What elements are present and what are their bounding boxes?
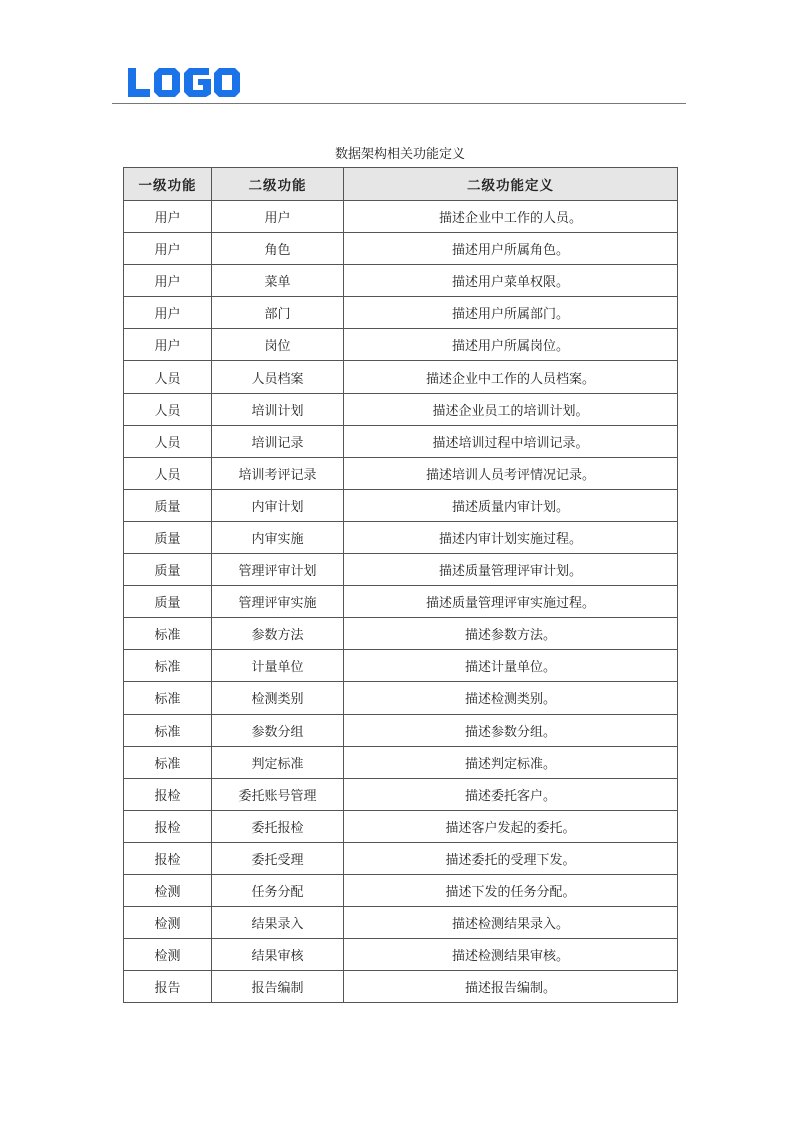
- cell-level2-function: 内审计划: [212, 489, 344, 521]
- table-header-row: [124, 168, 678, 201]
- table-row: [124, 233, 678, 265]
- table-row: [124, 393, 678, 425]
- cell-level1-function: 质量: [124, 521, 212, 553]
- cell-definition: 描述检测结果审核。: [344, 939, 678, 971]
- cell-level2-function: 管理评审计划: [212, 554, 344, 586]
- table-row: [124, 297, 678, 329]
- table-row: [124, 586, 678, 618]
- cell-level1-function: 质量: [124, 586, 212, 618]
- cell-level1-function: 标准: [124, 746, 212, 778]
- table-row: [124, 714, 678, 746]
- cell-definition: 描述用户所属角色。: [344, 233, 678, 265]
- cell-level2-function: 委托受理: [212, 842, 344, 874]
- cell-level2-function: 人员档案: [212, 361, 344, 393]
- table-row: [124, 361, 678, 393]
- cell-level1-function: 人员: [124, 361, 212, 393]
- cell-level1-function: 用户: [124, 233, 212, 265]
- cell-level2-function: 结果录入: [212, 907, 344, 939]
- table-row: [124, 939, 678, 971]
- cell-level1-function: 用户: [124, 329, 212, 361]
- table-row: [124, 778, 678, 810]
- header-level2-function: 二级功能: [212, 168, 344, 201]
- cell-definition: 描述下发的任务分配。: [344, 874, 678, 906]
- cell-level2-function: 计量单位: [212, 650, 344, 682]
- header-level2-definition: 二级功能定义: [344, 168, 678, 201]
- cell-level1-function: 标准: [124, 714, 212, 746]
- cell-level1-function: 标准: [124, 618, 212, 650]
- cell-level2-function: 任务分配: [212, 874, 344, 906]
- table-row: [124, 201, 678, 233]
- cell-level1-function: 检测: [124, 907, 212, 939]
- cell-definition: 描述质量内审计划。: [344, 489, 678, 521]
- cell-level2-function: 判定标准: [212, 746, 344, 778]
- cell-definition: 描述质量管理评审计划。: [344, 554, 678, 586]
- table-row: [124, 874, 678, 906]
- cell-definition: 描述参数方法。: [344, 618, 678, 650]
- cell-definition: 描述企业中工作的人员档案。: [344, 361, 678, 393]
- cell-level2-function: 内审实施: [212, 521, 344, 553]
- cell-level2-function: 参数方法: [212, 618, 344, 650]
- header-divider: [112, 103, 686, 104]
- cell-level2-function: 用户: [212, 201, 344, 233]
- table-row: [124, 907, 678, 939]
- cell-definition: 描述培训人员考评情况记录。: [344, 457, 678, 489]
- cell-level2-function: 结果审核: [212, 939, 344, 971]
- table-row: [124, 810, 678, 842]
- cell-definition: 描述委托客户。: [344, 778, 678, 810]
- cell-level2-function: 培训考评记录: [212, 457, 344, 489]
- cell-definition: 描述客户发起的委托。: [344, 810, 678, 842]
- cell-definition: 描述检测结果录入。: [344, 907, 678, 939]
- cell-level2-function: 培训记录: [212, 425, 344, 457]
- cell-level1-function: 人员: [124, 425, 212, 457]
- table-row: [124, 554, 678, 586]
- cell-level1-function: 报告: [124, 971, 212, 1003]
- cell-level1-function: 报检: [124, 810, 212, 842]
- cell-level1-function: 报检: [124, 842, 212, 874]
- cell-definition: 描述内审计划实施过程。: [344, 521, 678, 553]
- header-level1-function: 一级功能: [124, 168, 212, 201]
- cell-level2-function: 委托账号管理: [212, 778, 344, 810]
- cell-definition: 描述培训过程中培训记录。: [344, 425, 678, 457]
- cell-definition: 描述企业中工作的人员。: [344, 201, 678, 233]
- cell-level2-function: 检测类别: [212, 682, 344, 714]
- table-row: [124, 618, 678, 650]
- table-row: [124, 746, 678, 778]
- table-row: [124, 521, 678, 553]
- table-row: [124, 682, 678, 714]
- cell-level2-function: 部门: [212, 297, 344, 329]
- cell-level1-function: 用户: [124, 201, 212, 233]
- cell-level2-function: 岗位: [212, 329, 344, 361]
- table-caption: 数据架构相关功能定义: [334, 147, 465, 162]
- cell-definition: 描述质量管理评审实施过程。: [344, 586, 678, 618]
- cell-level1-function: 质量: [124, 489, 212, 521]
- cell-definition: 描述判定标准。: [344, 746, 678, 778]
- cell-level1-function: 检测: [124, 874, 212, 906]
- cell-level2-function: 角色: [212, 233, 344, 265]
- table-row: [124, 971, 678, 1003]
- cell-level2-function: 参数分组: [212, 714, 344, 746]
- cell-level2-function: 管理评审实施: [212, 586, 344, 618]
- table-row: [124, 265, 678, 297]
- cell-level2-function: 培训计划: [212, 393, 344, 425]
- function-definition-table: [123, 167, 678, 1003]
- cell-level1-function: 检测: [124, 939, 212, 971]
- cell-definition: 描述用户菜单权限。: [344, 265, 678, 297]
- cell-level1-function: 标准: [124, 682, 212, 714]
- table-row: [124, 457, 678, 489]
- cell-definition: 描述参数分组。: [344, 714, 678, 746]
- cell-level1-function: 标准: [124, 650, 212, 682]
- table-row: [124, 489, 678, 521]
- cell-level1-function: 质量: [124, 554, 212, 586]
- table-row: [124, 425, 678, 457]
- cell-level1-function: 人员: [124, 457, 212, 489]
- table-row: [124, 842, 678, 874]
- logo: [128, 64, 240, 102]
- cell-level2-function: 报告编制: [212, 971, 344, 1003]
- cell-definition: 描述用户所属岗位。: [344, 329, 678, 361]
- table-row: [124, 329, 678, 361]
- cell-level2-function: 委托报检: [212, 810, 344, 842]
- table-row: [124, 650, 678, 682]
- cell-definition: 描述报告编制。: [344, 971, 678, 1003]
- cell-definition: 描述企业员工的培训计划。: [344, 393, 678, 425]
- cell-definition: 描述检测类别。: [344, 682, 678, 714]
- cell-definition: 描述委托的受理下发。: [344, 842, 678, 874]
- cell-level1-function: 报检: [124, 778, 212, 810]
- cell-definition: 描述用户所属部门。: [344, 297, 678, 329]
- cell-level1-function: 用户: [124, 265, 212, 297]
- cell-level2-function: 菜单: [212, 265, 344, 297]
- cell-definition: 描述计量单位。: [344, 650, 678, 682]
- cell-level1-function: 人员: [124, 393, 212, 425]
- cell-level1-function: 用户: [124, 297, 212, 329]
